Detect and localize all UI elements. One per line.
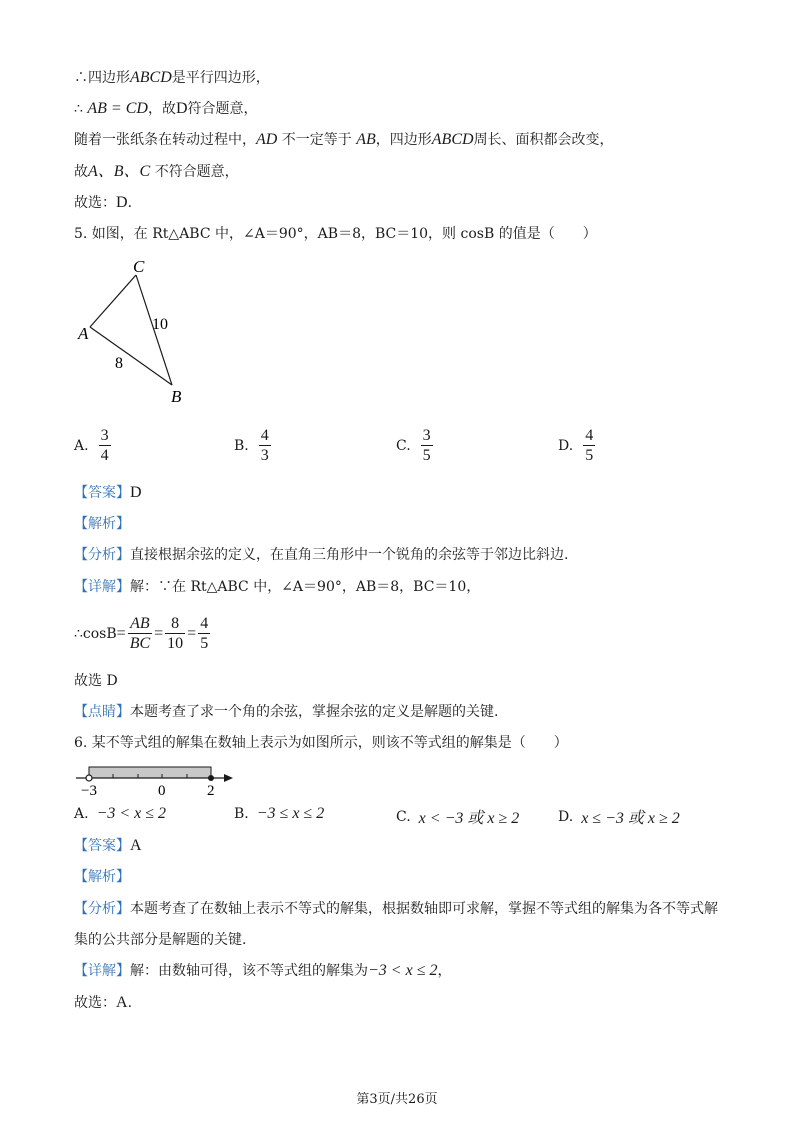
prev-line-4: 故A、B、C 不符合题意， <box>74 163 239 180</box>
fenxi-tag: 【分析】 <box>74 547 130 563</box>
side-ab <box>90 327 172 385</box>
q5-triangle-figure <box>70 255 200 410</box>
option-fraction: $\frac{3}{5}$ <box>422 427 431 464</box>
prev-line-5: 故选：D． <box>74 194 142 211</box>
q6-option-c[interactable]: C. x < −3 或 x ≥ 2 <box>396 808 520 827</box>
page-footer: 第3页/共26页 <box>356 1092 438 1107</box>
q5-option-c[interactable]: C. $\frac{3}{5}$ <box>396 427 431 464</box>
q6-fenxi-2: 集的公共部分是解题的关键. <box>74 932 247 948</box>
vertex-a-label: A <box>78 324 89 343</box>
detail-tag: 【详解】 <box>74 579 130 595</box>
q5-conclusion: 故选 D <box>74 673 118 689</box>
dianjing-tag: 【点睛】 <box>74 704 130 720</box>
fraction-8-10: $\frac{8}{10}$ <box>167 615 184 652</box>
q5-fenxi: 【分析】直接根据余弦的定义，在直角三角形中一个锐角的余弦等于邻边比斜边. <box>74 547 569 563</box>
solution-interval-fill <box>89 767 211 778</box>
vertex-b-label: B <box>171 387 182 406</box>
q6-option-a[interactable]: A. −3 < x ≤ 2 <box>74 805 167 822</box>
answer-tag: 【答案】 <box>74 485 130 501</box>
q6-jiexi <box>74 867 130 887</box>
tick-label-2: 2 <box>207 783 215 799</box>
q5-answer: 【答案】D <box>74 484 142 501</box>
q5-calc: ∴cosB = $\frac{AB}{BC}$ = $\frac{8}{10}$ = $\frac{4}{5}$ <box>74 615 209 652</box>
answer-tag: 【答案】 <box>74 838 130 854</box>
side-ab-length: 8 <box>115 355 123 372</box>
fraction-ab-bc: $\frac{AB}{BC}$ <box>129 615 151 652</box>
axis-arrow-icon <box>224 774 233 782</box>
q6-detail: 【详解】解：由数轴可得，该不等式组的解集为−3 < x ≤ 2， <box>74 962 452 979</box>
q5-option-d[interactable]: D. $\frac{4}{5}$ <box>558 427 594 464</box>
detail-tag: 【详解】 <box>74 963 130 979</box>
side-ca <box>90 275 136 327</box>
side-bc-length: 10 <box>152 316 168 333</box>
prev-line-1: ∴四边形ABCD是平行四边形， <box>74 69 270 86</box>
tick-label-minus3: −3 <box>81 783 97 799</box>
q5-detail: 【详解】解：∵在 Rt△ABC 中，∠A＝90°，AB＝8，BC＝10， <box>74 579 481 595</box>
option-fraction: $\frac{3}{4}$ <box>100 427 109 464</box>
q6-fenxi-1: 【分析】本题考查了在数轴上表示不等式的解集，根据数轴即可求解，掌握不等式组的解集为各不等式解 <box>74 901 718 917</box>
q6-stem: 6. 某不等式组的解集在数轴上表示为如图所示，则该不等式组的解集是（ ） <box>74 735 568 751</box>
option-fraction: $\frac{4}{3}$ <box>260 427 269 464</box>
q5-option-b[interactable]: B. $\frac{4}{3}$ <box>234 427 269 464</box>
q5-option-a[interactable]: A. $\frac{3}{4}$ <box>74 427 109 464</box>
open-endpoint-circle <box>86 775 92 781</box>
vertex-c-label: C <box>133 257 145 276</box>
q6-select: 故选：A. <box>74 994 133 1011</box>
fenxi-tag: 【分析】 <box>74 901 130 917</box>
q5-jiexi <box>74 514 130 534</box>
therefore-symbol: ∴ <box>74 101 83 117</box>
fraction-4-5: $\frac{4}{5}$ <box>200 615 209 652</box>
q6-answer: 【答案】A <box>74 837 142 854</box>
q5-stem: 5. 如图，在 Rt△ABC 中，∠A＝90°，AB＝8，BC＝10，则 cosB 的值是（ ） <box>74 226 597 242</box>
q6-option-b[interactable]: B. −3 ≤ x ≤ 2 <box>234 805 325 822</box>
analysis-tag: 【解析】 <box>74 869 130 885</box>
tick-label-0: 0 <box>158 783 166 799</box>
prev-line-3: 随着一张纸条在转动过程中，AD 不一定等于 AB，四边形ABCD周长、面积都会改变， <box>74 131 614 148</box>
closed-endpoint-dot <box>208 775 214 781</box>
analysis-tag: 【解析】 <box>74 516 130 532</box>
therefore-symbol: ∴ <box>74 70 88 86</box>
option-fraction: $\frac{4}{5}$ <box>585 427 594 464</box>
q6-number-line <box>72 758 237 800</box>
q6-option-d[interactable]: D. x ≤ −3 或 x ≥ 2 <box>558 808 680 827</box>
prev-line-2: ∴ AB = CD，故D符合题意， <box>74 100 258 117</box>
q5-dianjing: 【点睛】本题考查了求一个角的余弦，掌握余弦的定义是解题的关键. <box>74 704 499 720</box>
